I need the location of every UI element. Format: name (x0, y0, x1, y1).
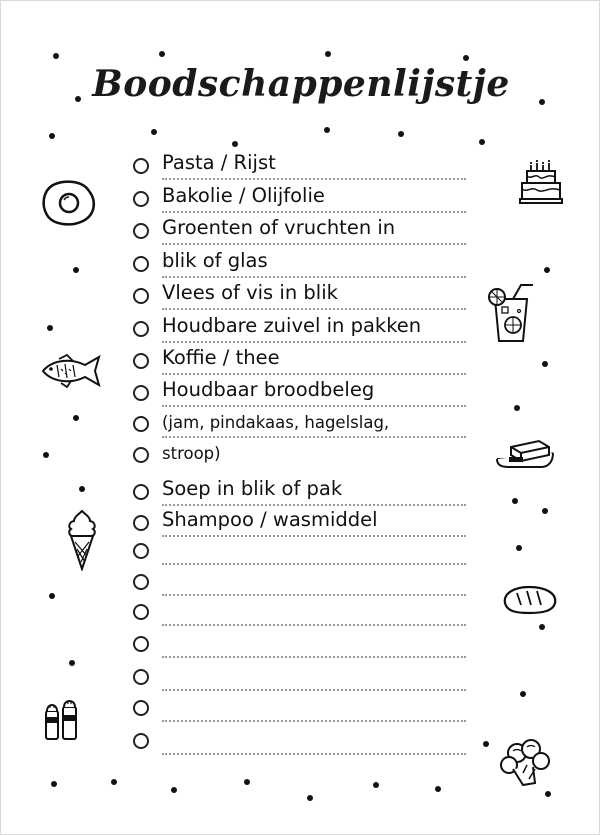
list-item (131, 477, 466, 508)
list-item-text: Groenten of vruchten in (162, 216, 396, 239)
dotted-line (162, 243, 466, 245)
dotted-line (162, 504, 466, 506)
checkbox-circle[interactable] (133, 353, 149, 369)
bread-icon (499, 583, 559, 615)
dotted-line (162, 689, 466, 691)
decorative-dot (69, 660, 75, 666)
decorative-dot (542, 508, 548, 514)
dotted-line (162, 341, 466, 343)
decorative-dot (435, 786, 441, 792)
list-item (131, 184, 466, 215)
checkbox-circle[interactable] (133, 604, 149, 620)
list-item (131, 216, 466, 247)
salt-pepper-icon (43, 697, 79, 741)
dotted-line (162, 624, 466, 626)
decorative-dot (542, 361, 548, 367)
checkbox-circle[interactable] (133, 256, 149, 272)
decorative-dot (49, 133, 55, 139)
list-item (131, 249, 466, 280)
list-item (131, 314, 466, 345)
list-item-text: Soep in blik of pak (162, 477, 343, 500)
list-item-text: stroop) (162, 444, 221, 463)
list-item (131, 508, 466, 539)
checkbox-circle[interactable] (133, 636, 149, 652)
checkbox-circle[interactable] (133, 416, 149, 432)
decorative-dot (79, 486, 85, 492)
checkbox-circle[interactable] (133, 669, 149, 685)
list-item-text: Koffie / thee (162, 346, 280, 369)
list-item (131, 443, 466, 471)
list-item (131, 346, 466, 377)
dotted-line (162, 178, 466, 180)
list-item-text: blik of glas (162, 249, 268, 272)
decorative-dot (111, 779, 117, 785)
list-item (131, 665, 466, 693)
broccoli-icon (499, 739, 553, 789)
list-item-text: Bakolie / Olijfolie (162, 184, 325, 207)
decorative-dot (520, 691, 526, 697)
list-item-text: Houdbare zuivel in pakken (162, 314, 422, 337)
checkbox-circle[interactable] (133, 447, 149, 463)
decorative-dot (73, 415, 79, 421)
list-item (131, 600, 466, 628)
fish-icon (37, 353, 107, 389)
list-item (131, 412, 466, 440)
dotted-line (162, 405, 466, 407)
dotted-line (162, 535, 466, 537)
list-item (131, 378, 466, 409)
lemonade-icon (487, 283, 537, 345)
dotted-line (162, 656, 466, 658)
list-item-text: Vlees of vis in blik (162, 281, 338, 304)
decorative-dot (545, 791, 551, 797)
checkbox-circle[interactable] (133, 484, 149, 500)
dotted-line (162, 753, 466, 755)
decorative-dot (479, 139, 485, 145)
decorative-dot (463, 55, 469, 61)
decorative-dot (43, 452, 49, 458)
dotted-line (162, 720, 466, 722)
checkbox-circle[interactable] (133, 700, 149, 716)
decorative-dot (47, 325, 53, 331)
decorative-dot (516, 545, 522, 551)
decorative-dot (171, 787, 177, 793)
checkbox-circle[interactable] (133, 543, 149, 559)
checkbox-circle[interactable] (133, 223, 149, 239)
list-item (131, 729, 466, 757)
list-item (131, 570, 466, 598)
decorative-dot (373, 782, 379, 788)
dotted-line (162, 594, 466, 596)
dotted-line (162, 563, 466, 565)
decorative-dot (244, 779, 250, 785)
decorative-dot (232, 141, 238, 147)
decorative-dot (75, 96, 81, 102)
butter-icon (495, 437, 555, 469)
decorative-dot (73, 267, 79, 273)
page-title: Boodschappenlijstje (92, 63, 510, 105)
decorative-dot (151, 129, 157, 135)
list-item-text: (jam, pindakaas, hagelslag, (162, 413, 390, 432)
list-item-text: Pasta / Rijst (162, 151, 276, 174)
list-item (131, 539, 466, 567)
decorative-dot (512, 498, 518, 504)
dotted-line (162, 211, 466, 213)
checkbox-circle[interactable] (133, 288, 149, 304)
birthday-cake-icon (519, 159, 563, 205)
checkbox-circle[interactable] (133, 321, 149, 337)
fried-egg-icon (39, 179, 99, 229)
list-item (131, 696, 466, 724)
decorative-dot (53, 53, 59, 59)
checkbox-circle[interactable] (133, 385, 149, 401)
dotted-line (162, 436, 466, 438)
list-item (131, 281, 466, 312)
decorative-dot (398, 131, 404, 137)
decorative-dot (325, 51, 331, 57)
decorative-dot (544, 267, 550, 273)
decorative-dot (159, 51, 165, 57)
list-item (131, 151, 466, 182)
decorative-dot (51, 781, 57, 787)
checkbox-circle[interactable] (133, 515, 149, 531)
dotted-line (162, 373, 466, 375)
decorative-dot (483, 741, 489, 747)
list-item-text: Houdbaar broodbeleg (162, 378, 375, 401)
decorative-dot (307, 795, 313, 801)
list-item-text: Shampoo / wasmiddel (162, 508, 378, 531)
list-item (131, 632, 466, 660)
dotted-line (162, 276, 466, 278)
decorative-dot (539, 624, 545, 630)
decorative-dot (539, 99, 545, 105)
decorative-dot (324, 127, 330, 133)
ice-cream-icon (65, 509, 99, 571)
dotted-line (162, 308, 466, 310)
checkbox-circle[interactable] (133, 574, 149, 590)
decorative-dot (49, 593, 55, 599)
checkbox-circle[interactable] (133, 158, 149, 174)
checkbox-circle[interactable] (133, 733, 149, 749)
decorative-dot (514, 405, 520, 411)
checkbox-circle[interactable] (133, 191, 149, 207)
